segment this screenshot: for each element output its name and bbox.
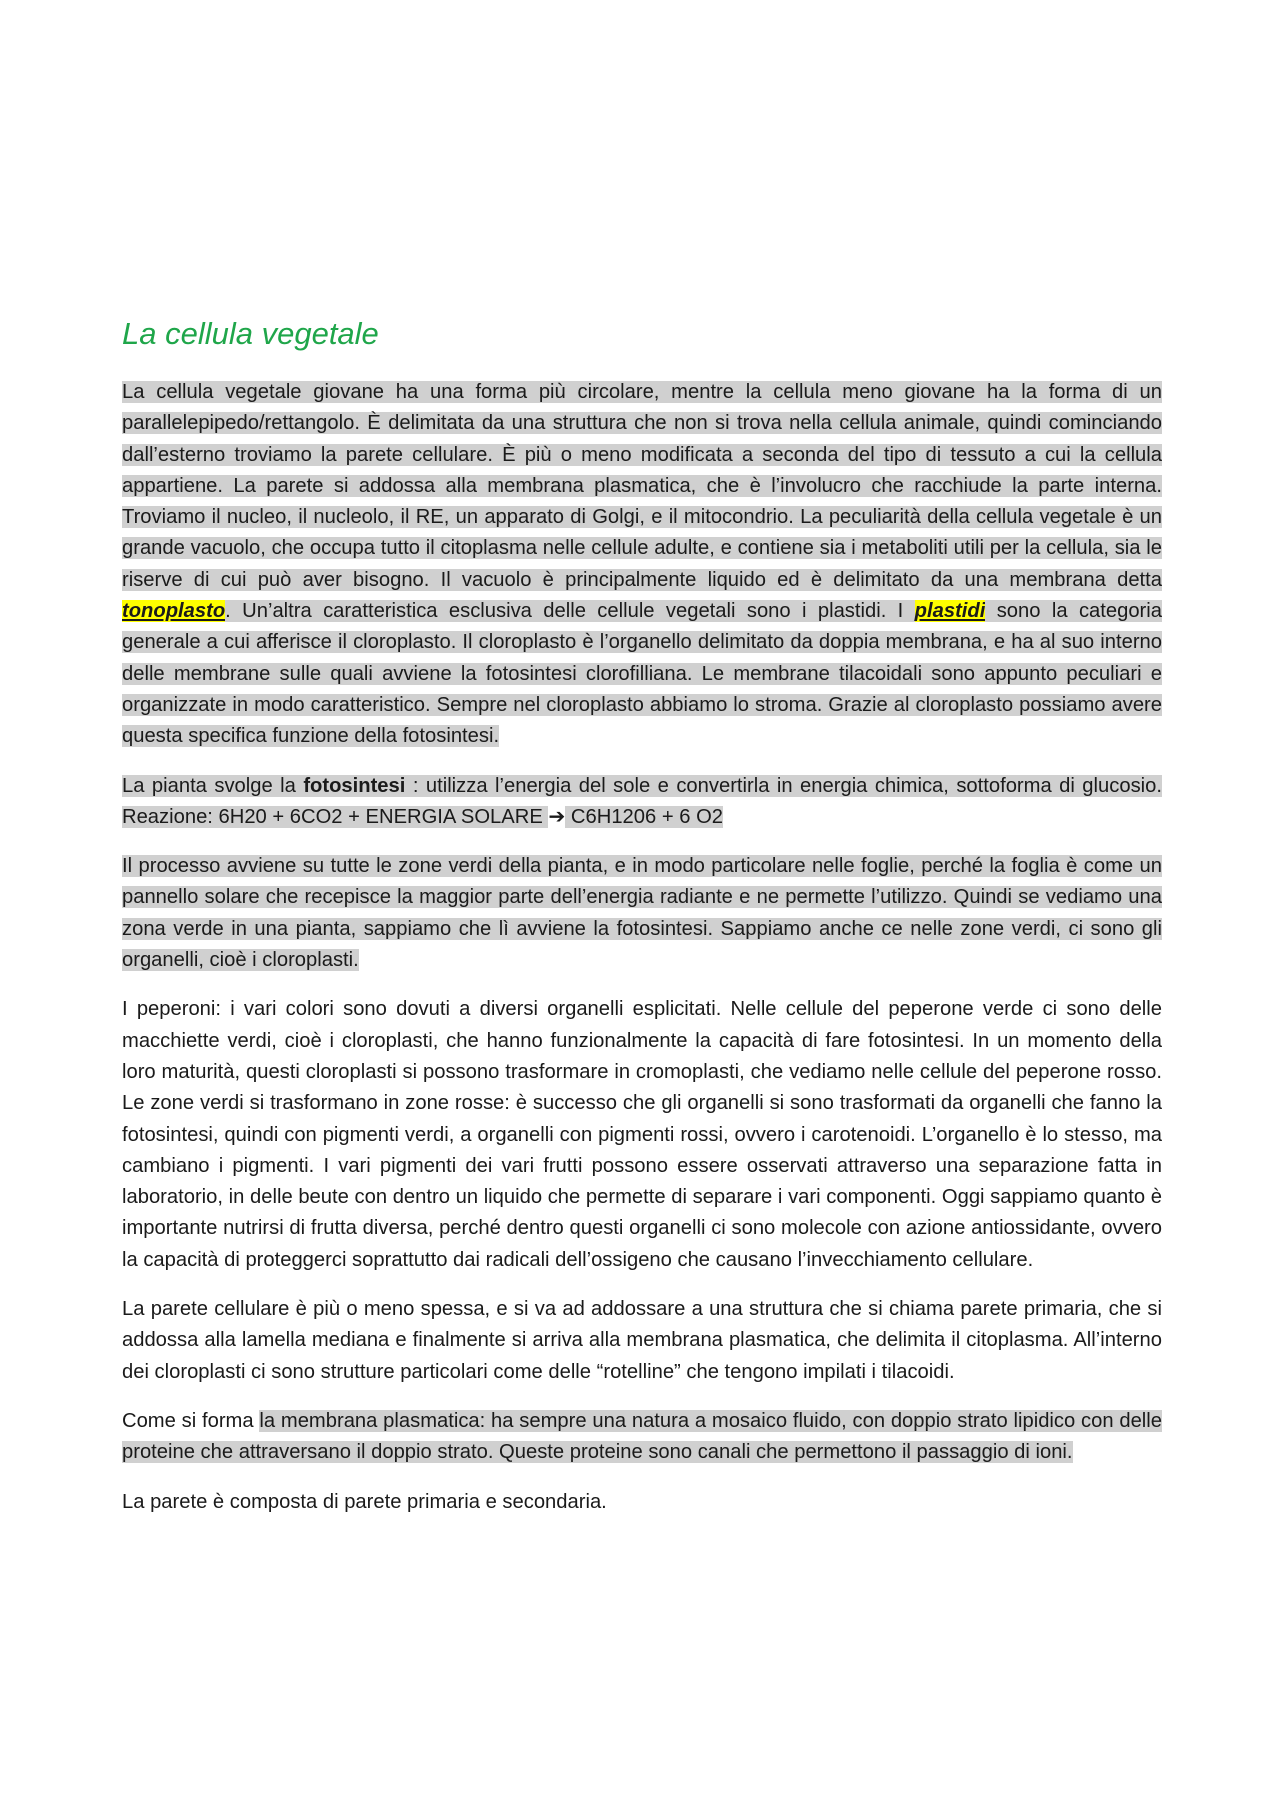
term-tonoplasto: tonoplasto (122, 600, 226, 623)
paragraph-peppers: I peperoni: i vari colori sono dovuti a diversi organelli esplicitati. Nelle cellule del peperone verde ci sono delle macchiette verdi, cioè i cloroplasti, che hanno funzionalmente la capacità di fare fotosintesi. In un momento della loro maturità, questi cloroplasti si possono trasformare in cromoplasti, che vediamo nelle cellule del peperone rosso. Le zone verdi si trasformano in zone rosse: è successo che gli organelli si sono trasformati da organelli che fanno la fotosintesi, quindi con pigmenti verdi, a organelli con pigmenti rossi, ovvero i carotenoidi. L’organello è lo stesso, ma cambiano i pigmenti. I vari pigmenti dei vari frutti possono essere osservati attraverso una separazione fatta in laboratorio, in delle beute con dentro un liquido che permette di separare i vari componenti. Oggi sappiamo quanto è importante nutrirsi di frutta diversa, perché dentro questi organelli ci sono molecole con azione antiossidante, ovvero la capacità di proteggerci soprattutto dai radicali dell’ossigeno che causano l’invecchiamento cellulare. (122, 998, 1162, 1271)
paragraph-green-zones (122, 851, 1162, 976)
term-fotosintesi: fotosintesi (303, 774, 406, 797)
term-plastidi: plastidi (914, 600, 986, 623)
highlighted-text: La pianta svolge la (122, 774, 304, 797)
arrow-icon: ➔ (548, 805, 566, 828)
plain-text: Come si forma (122, 1409, 260, 1432)
paragraph-membrane (122, 1406, 1162, 1469)
highlighted-text: : utilizza l’energia del sole e convertirla in energia chimica, sottoforma di glucosio. Reazione: 6H20 + 6CO2 + ENERGIA SOLARE (122, 774, 1162, 828)
paragraph-cell-wall: La parete cellulare è più o meno spessa, e si va ad addossare a una struttura che si chiama parete primaria, che si addossa alla lamella mediana e finalmente si arriva alla membrana plasmatica, che delimita il citoplasma. All’interno dei cloroplasti ci sono strutture particolari come delle “rotelline” che tengono impilati i tilacoidi. (122, 1298, 1162, 1383)
document-page (122, 312, 1162, 1536)
page-title: La cellula vegetale (122, 316, 379, 351)
highlighted-text: La cellula vegetale giovane ha una forma più circolare, mentre la cellula meno giovane ha la forma di un parallelepipedo/rettangolo. È delimitata da una struttura che non si trova nella cellula animale, quindi cominciando dall’esterno troviamo la parete cellulare. È più o meno modificata a seconda del tipo di tessuto a cui la cellula appartiene. La parete si addossa alla membrana plasmatica, che è l’involucro che racchiude la parte interna. Troviamo il nucleo, il nucleolo, il RE, un apparato di Golgi, e il mitocondrio. La peculiarità della cellula vegetale è un grande vacuolo, che occupa tutto il citoplasma nelle cellule adulte, e contiene sia i metaboliti utili per la cellula, sia le riserve di cui può aver bisogno. Il vacuolo è principalmente liquido ed è delimitato da una membrana detta (122, 381, 1162, 591)
reaction-products: C6H1206 + 6 O2 (565, 805, 724, 828)
paragraph-wall-composition: La parete è composta di parete primaria e secondaria. (122, 1490, 607, 1513)
highlighted-text: Il processo avviene su tutte le zone verdi della pianta, e in modo particolare nelle foglie, perché la foglia è come un pannello solare che recepisce la maggior parte dell’energia radiante e ne permette l’utilizzo. Quindi se vediamo una zona verde in una pianta, sappiamo che lì avviene la fotosintesi. Sappiamo anche ce nelle zone verdi, ci sono gli organelli, cioè i cloroplasti. (122, 855, 1162, 972)
highlighted-text: . Un’altra caratteristica esclusiva delle cellule vegetali sono i plastidi. I (225, 600, 915, 623)
highlighted-text: la membrana plasmatica: ha sempre una natura a mosaico fluido, con doppio strato lipidico con delle proteine che attraversano il doppio strato. Queste proteine sono canali che permettono il passaggio di ioni. (122, 1409, 1162, 1464)
highlighted-text: sono la categoria generale a cui afferisce il cloroplasto. Il cloroplasto è l’organello delimitato da doppia membrana, e ha al suo interno delle membrane sulle quali avviene la fotosintesi clorofilliana. Le membrane tilacoidali sono appunto peculiari e organizzate in modo caratteristico. Sempre nel cloroplasto abbiamo lo stroma. Grazie al cloroplasto possiamo avere questa specifica funzione della fotosintesi. (122, 600, 1162, 748)
paragraph-cell-structure (122, 377, 1162, 753)
paragraph-photosynthesis (122, 771, 1162, 834)
